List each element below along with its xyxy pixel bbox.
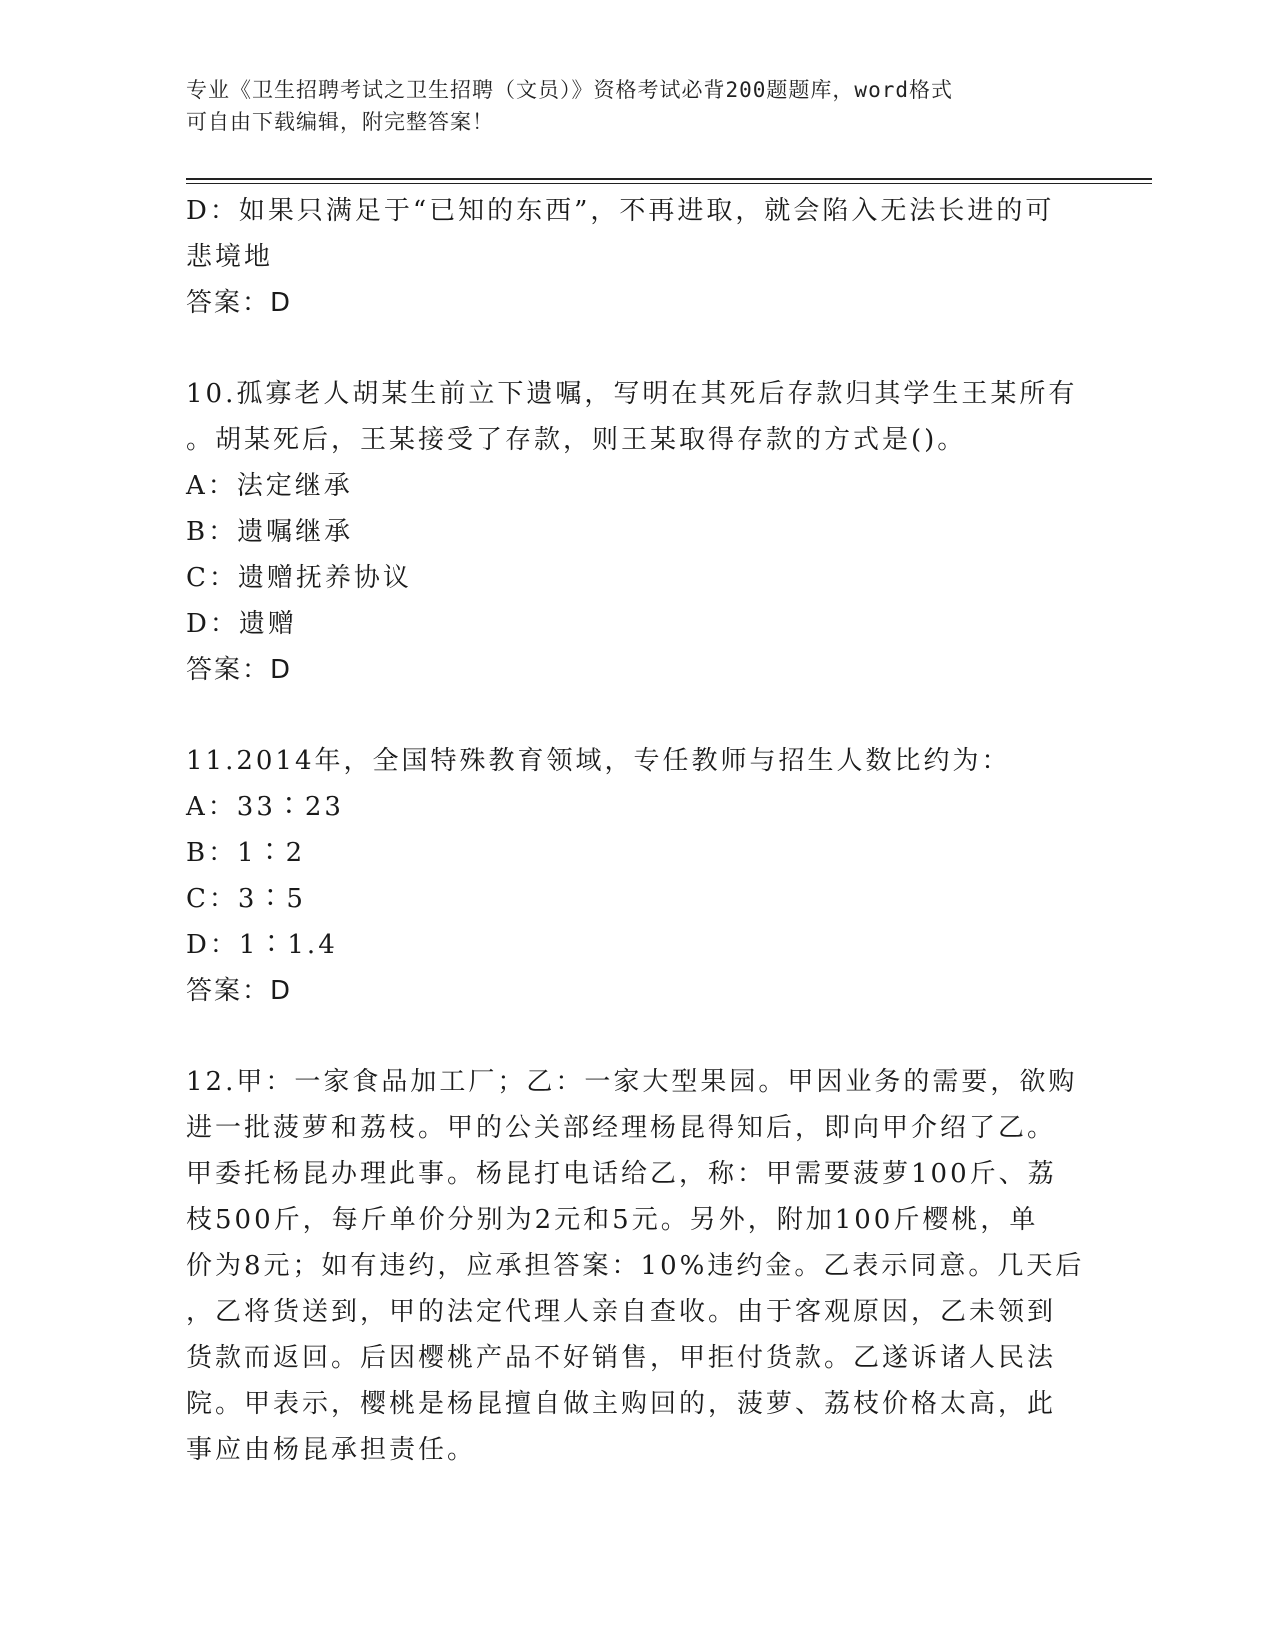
question-10: [186, 371, 1076, 693]
option-b: B：1∶2: [186, 838, 306, 868]
spacer: [186, 326, 1076, 371]
answer-line: 答案：D: [186, 976, 293, 1006]
option-d: D：遗赠: [186, 609, 297, 639]
question-stem-line: 价为8元；如有违约，应承担答案：10%违约金。乙表示同意。几天后: [186, 1251, 1085, 1281]
question-stem-line: 12.甲：一家食品加工厂；乙：一家大型果园。甲因业务的需要，欲购: [186, 1067, 1078, 1097]
question-stem-line: 10.孤寡老人胡某生前立下遗嘱，写明在其死后存款归其学生王某所有: [186, 379, 1078, 409]
spacer: [186, 693, 1076, 738]
question-stem-line: 进一批菠萝和荔枝。甲的公关部经理杨昆得知后，即向甲介绍了乙。: [186, 1113, 1057, 1143]
question-12: [186, 1059, 1085, 1473]
previous-question-tail: [186, 188, 1076, 326]
question-stem-line: 事应由杨昆承担责任。: [186, 1435, 477, 1465]
question-stem-line: 货款而返回。后因樱桃产品不好销售，甲拒付货款。乙遂诉诸人民法: [186, 1343, 1057, 1373]
header-line: 专业《卫生招聘考试之卫生招聘（文员）》资格考试必背200题题库，word格式: [186, 78, 953, 102]
question-11: [186, 738, 1076, 1014]
question-stem-line: 甲委托杨昆办理此事。杨昆打电话给乙，称：甲需要菠萝100斤、荔: [186, 1159, 1057, 1189]
option-d-line: D：如果只满足于“已知的东西”，不再进取，就会陷入无法长进的可: [186, 196, 1055, 226]
question-stem-line: 11.2014年，全国特殊教育领域，专任教师与招生人数比约为：: [186, 746, 1011, 776]
option-c: C：3∶5: [186, 884, 306, 914]
document-body: [186, 188, 1085, 1473]
option-b: B：遗嘱继承: [186, 517, 354, 547]
option-c: C：遗赠抚养协议: [186, 563, 412, 593]
header-line: 可自由下载编辑，附完整答案！: [186, 110, 494, 134]
answer-line: 答案：D: [186, 655, 293, 685]
question-stem-line: 枝500斤，每斤单价分别为2元和5元。另外，附加100斤樱桃，单: [186, 1205, 1039, 1235]
option-a: A：法定继承: [186, 471, 353, 501]
option-a: A：33∶23: [186, 792, 344, 822]
question-stem-line: ，乙将货送到，甲的法定代理人亲自查收。由于客观原因，乙未领到: [186, 1297, 1057, 1327]
answer-line: 答案：D: [186, 288, 293, 318]
question-stem-line: 院。甲表示，樱桃是杨昆擅自做主购回的，菠萝、荔枝价格太高，此: [186, 1389, 1057, 1419]
header-divider-thin: [186, 183, 1152, 184]
document-header: [186, 74, 1066, 138]
header-divider-thick: [186, 178, 1152, 180]
option-d: D：1∶1.4: [186, 930, 338, 960]
option-d-line: 悲境地: [186, 242, 274, 272]
question-stem-line: 。胡某死后，王某接受了存款，则王某取得存款的方式是()。: [186, 425, 967, 455]
spacer: [186, 1014, 1076, 1059]
